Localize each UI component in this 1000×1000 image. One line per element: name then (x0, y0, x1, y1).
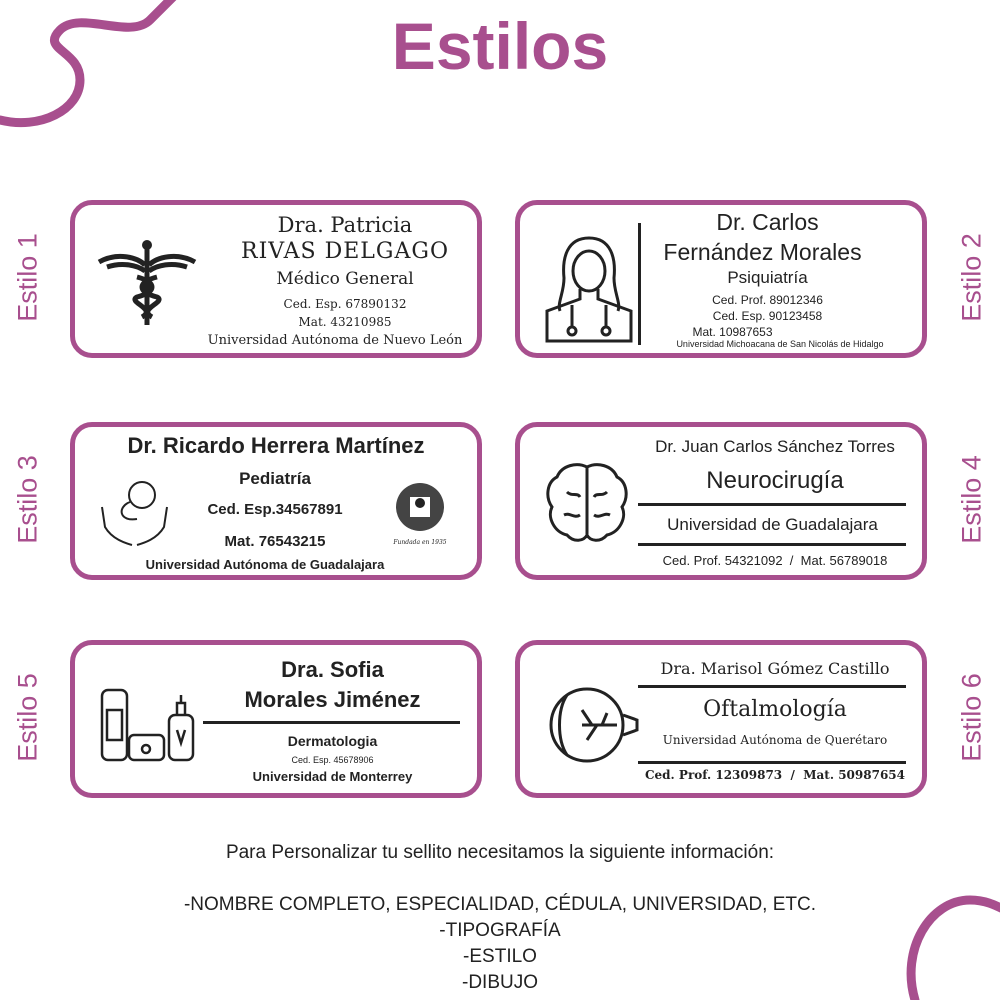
info-item: -ESTILO (463, 946, 537, 967)
stamp-university: Universidad Michoacana de San Nicolás de Hidalgo (676, 339, 884, 349)
stamp-specialty: Psiquiatría (727, 268, 808, 287)
stamp-university: Universidad Autónoma de Nuevo León (207, 333, 463, 348)
stamp-matricula: Mat. 76543215 (224, 533, 326, 550)
stamp-university: Universidad de Guadalajara (667, 515, 878, 534)
stamp-specialty: Oftalmología (703, 697, 847, 722)
stamp-name: Dra. Patricia (277, 213, 413, 237)
stamp-style-5[interactable] (70, 640, 482, 798)
stamp-cedula-matricula: Ced. Prof. 54321092 / Mat. 56789018 (662, 553, 888, 568)
stamp-name: Dr. Carlos (716, 209, 819, 235)
stamp-specialty: Pediatría (239, 469, 311, 488)
info-item: -DIBUJO (462, 972, 538, 993)
brain-icon (542, 457, 632, 547)
stamp-cedula-esp: Ced. Esp. 90123458 (712, 309, 823, 323)
stamp-matricula: Mat. 43210985 (298, 315, 392, 329)
style-label-6: Estilo 6 (956, 673, 987, 762)
baby-in-hands-icon (97, 477, 172, 547)
page-title: Estilos (391, 9, 609, 83)
style-label-3: Estilo 3 (12, 455, 43, 544)
stamp-cedula-prof: Ced. Prof. 89012346 (712, 293, 823, 307)
seal-founded-text: Fundada en 1935 (393, 539, 447, 546)
stamp-cedula: Ced. Esp. 45678906 (291, 755, 374, 765)
stamp-specialty: Médico General (276, 269, 414, 289)
stamp-name: Dr. Ricardo Herrera Martínez (127, 433, 425, 458)
female-doctor-icon (542, 233, 637, 343)
info-item: -NOMBRE COMPLETO, ESPECIALIDAD, CÉDULA, UNIVERSIDAD, ETC. (183, 894, 817, 915)
cosmetics-icon (97, 685, 197, 765)
stamp-style-4[interactable] (515, 422, 927, 580)
style-label-1: Estilo 1 (12, 233, 43, 322)
stamp-name: Dr. Juan Carlos Sánchez Torres (655, 437, 895, 456)
stamp-surname: RIVAS DELGAGO (241, 239, 449, 264)
stamp-style-6[interactable] (515, 640, 927, 798)
university-seal-icon (380, 471, 460, 551)
stamp-style-3[interactable] (70, 422, 482, 580)
stamp-cedula: Ced. Esp. 67890132 (283, 297, 407, 311)
stamp-university: Universidad Autónoma de Guadalajara (145, 557, 385, 572)
stamp-name: Dra. Sofia (281, 657, 384, 682)
stamp-specialty: Neurocirugía (706, 467, 844, 494)
style-label-2: Estilo 2 (956, 233, 987, 322)
stamp-surname: Morales Jiménez (244, 687, 421, 712)
style-label-4: Estilo 4 (956, 455, 987, 544)
info-heading: Para Personalizar tu sellito necesitamos la siguiente información: (225, 842, 775, 863)
customization-info (0, 840, 1000, 996)
stamp-name: Dra. Marisol Gómez Castillo (660, 659, 890, 678)
stamp-university: Universidad Autónoma de Querétaro (662, 733, 888, 747)
stamp-style-2[interactable] (515, 200, 927, 358)
stamp-university: Universidad de Monterrey (252, 769, 413, 784)
stamp-style-1[interactable] (70, 200, 482, 358)
caduceus-icon (97, 237, 197, 327)
stamp-surname: Fernández Morales (663, 239, 862, 265)
style-label-5: Estilo 5 (12, 673, 43, 762)
stamp-cedula-matricula: Ced. Prof. 12309873 / Mat. 50987654 (644, 768, 905, 782)
stamp-cedula: Ced. Esp.34567891 (207, 501, 343, 518)
info-item: -TIPOGRAFÍA (439, 920, 561, 941)
stamp-matricula: Mat. 10987653 (692, 325, 773, 339)
stamp-specialty: Dermatologia (287, 733, 378, 749)
eye-icon (542, 685, 642, 765)
